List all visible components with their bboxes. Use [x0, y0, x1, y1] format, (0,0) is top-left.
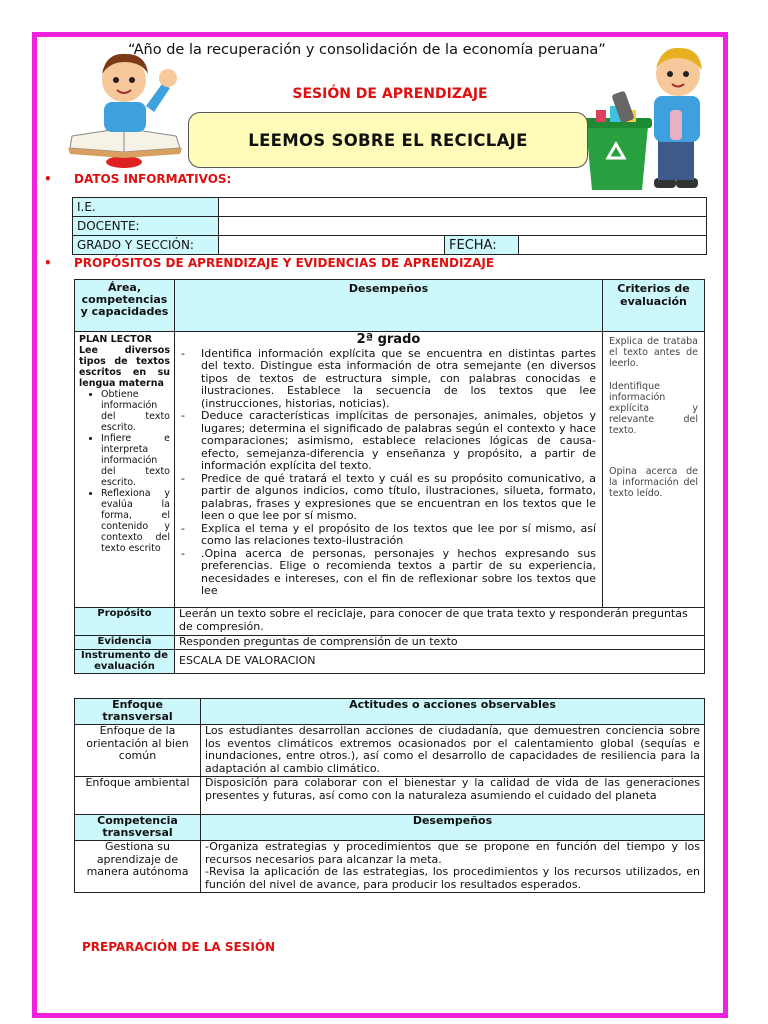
instrumento-value: ESCALA DE VALORACION — [175, 650, 705, 674]
criterio-item: Identifique información explícita y relevante del texto. — [609, 381, 698, 436]
datos-heading-text: DATOS INFORMATIVOS: — [74, 172, 232, 186]
reading-child-illustration — [62, 40, 192, 170]
topic-title: LEEMOS SOBRE EL RECICLAJE — [248, 130, 528, 150]
list-item: - Explica el tema y el propósito de los textos que lee por sí mismo, así como las relaciones texto-ilustración — [181, 521, 596, 547]
evidencia-label: Evidencia — [75, 636, 175, 650]
datos-heading — [44, 172, 231, 186]
grade-label: 2ª grado — [356, 332, 421, 347]
enfoque-row-value: Disposición para colaborar con el bienestar y la calidad de vida de las generaciones presentes y futuras, así como con la naturaleza asumiendo el cuidado del planeta — [201, 777, 705, 815]
col-header-area: Área, competencias y capacidades — [75, 280, 175, 332]
criterios-cell — [603, 332, 705, 608]
fecha-value — [519, 236, 707, 255]
col-header-criterios: Criterios de evaluación — [603, 280, 705, 332]
col-header-desempenos: Desempeños — [175, 280, 603, 332]
competencia-value — [201, 841, 705, 893]
enfoque-row-label: Enfoque de la orientación al bien común — [75, 725, 201, 777]
ie-label: I.E. — [73, 198, 219, 217]
list-item: -Organiza estrategias y procedimientos que se propone en función del tiempo y los recursos necesarios para alcanzar la meta. — [205, 840, 700, 866]
purpose-table — [74, 279, 705, 674]
proposito-label: Propósito — [75, 608, 175, 636]
bullet-icon: • — [44, 256, 52, 270]
session-title: SESIÓN DE APRENDIZAJE — [292, 86, 488, 102]
grado-label: GRADO Y SECCIÓN: — [73, 236, 219, 255]
list-item: • Reflexiona y evalúa la forma, el contenido y contexto del texto escrito — [101, 488, 170, 554]
recycling-child-illustration — [582, 40, 722, 196]
enfoque-row-label: Enfoque ambiental — [75, 777, 201, 815]
fecha-label: FECHA: — [445, 236, 519, 255]
list-item: - Deduce características implícitas de personajes, animales, objetos y lugares; determina el significado de palabras según el contexto y hace comparaciones; asimismo, establece relaciones lógicas de causa-efecto, semejanza-diferencia y enseñanza y propósito, a partir de información explícita del texto. — [181, 409, 596, 472]
docente-label: DOCENTE: — [73, 217, 219, 236]
topic-title-box — [188, 112, 588, 168]
list-item: - Predice de qué tratará el texto y cuál es su propósito comunicativo, a partir de algunos indicios, como título, ilustraciones, silueta, formato, palabras, frases y expresiones que se encuentran en los textos que le leen o que lee por sí mismo. — [181, 471, 596, 522]
col-header-enfoque: Enfoque transversal — [75, 699, 201, 725]
area-competencia: Lee diversos tipos de textos escritos en su lengua materna — [79, 345, 170, 389]
preparacion-heading: PREPARACIÓN DE LA SESIÓN — [82, 940, 276, 954]
desempenos-cell — [175, 332, 603, 608]
docente-value — [219, 217, 707, 236]
col-header-actitudes: Actitudes o acciones observables — [201, 699, 705, 725]
bullet-icon: • — [44, 172, 52, 186]
list-item: - .Opina acerca de personas, personajes y hechos expresando sus preferencias. Elige o recomienda textos a partir de su experiencia, necesidades e intereses, con el fin de reflexionar sobre los textos que lee — [181, 546, 596, 597]
propositos-heading — [44, 256, 494, 270]
info-table — [72, 197, 707, 255]
list-item: - Identifica información explícita que se encuentra en distintas partes del texto. Distingue esta información de otra semejante (en diversos tipos de textos de estructura simple, con palabras conocidas e ilustraciones. Establece la secuencia de los textos que lee (instrucciones, historias, noticias). — [181, 346, 596, 410]
capacidades-list — [79, 389, 170, 554]
ie-value — [219, 198, 707, 217]
col-header-competencia: Competencia transversal — [75, 815, 201, 841]
criterio-item: Opina acerca de la información del texto leído. — [609, 466, 698, 499]
criterio-item: Explica de trataba el texto antes de leerlo. — [609, 336, 698, 369]
list-item: • Obtiene información del texto escrito. — [101, 389, 170, 433]
enfoque-table — [74, 698, 705, 893]
instrumento-label: Instrumento de evaluación — [75, 650, 175, 674]
enfoque-row-value: Los estudiantes desarrollan acciones de ciudadanía, que demuestren conciencia sobre los eventos climáticos extremos ocasionados por el calentamiento global (sequías e inundaciones, entre otros.), así como el desarrollo de capacidades de resiliencia para la adaptación al cambio climático. — [201, 725, 705, 777]
national-motto: “Año de la recuperación y consolidación de la economía peruana” — [128, 42, 606, 58]
list-item: -Revisa la aplicación de las estrategias, los procedimientos y los recursos utilizados, en función del nivel de avance, para producir los resultados esperados. — [205, 865, 700, 891]
evidencia-value: Responden preguntas de comprensión de un texto — [175, 636, 705, 650]
area-cell — [75, 332, 175, 608]
grado-value — [219, 236, 445, 255]
competencia-label: Gestiona su aprendizaje de manera autónoma — [75, 841, 201, 893]
list-item: • Infiere e interpreta información del texto escrito. — [101, 433, 170, 488]
propositos-heading-text: PROPÓSITOS DE APRENDIZAJE Y EVIDENCIAS DE APRENDIZAJE — [74, 256, 495, 270]
area-title: PLAN LECTOR — [79, 334, 153, 345]
proposito-value: Leerán un texto sobre el reciclaje, para conocer de que trata texto y responderán preguntas de compresión. — [175, 608, 705, 636]
col-header-desempenos-transversal: Desempeños — [201, 815, 705, 841]
